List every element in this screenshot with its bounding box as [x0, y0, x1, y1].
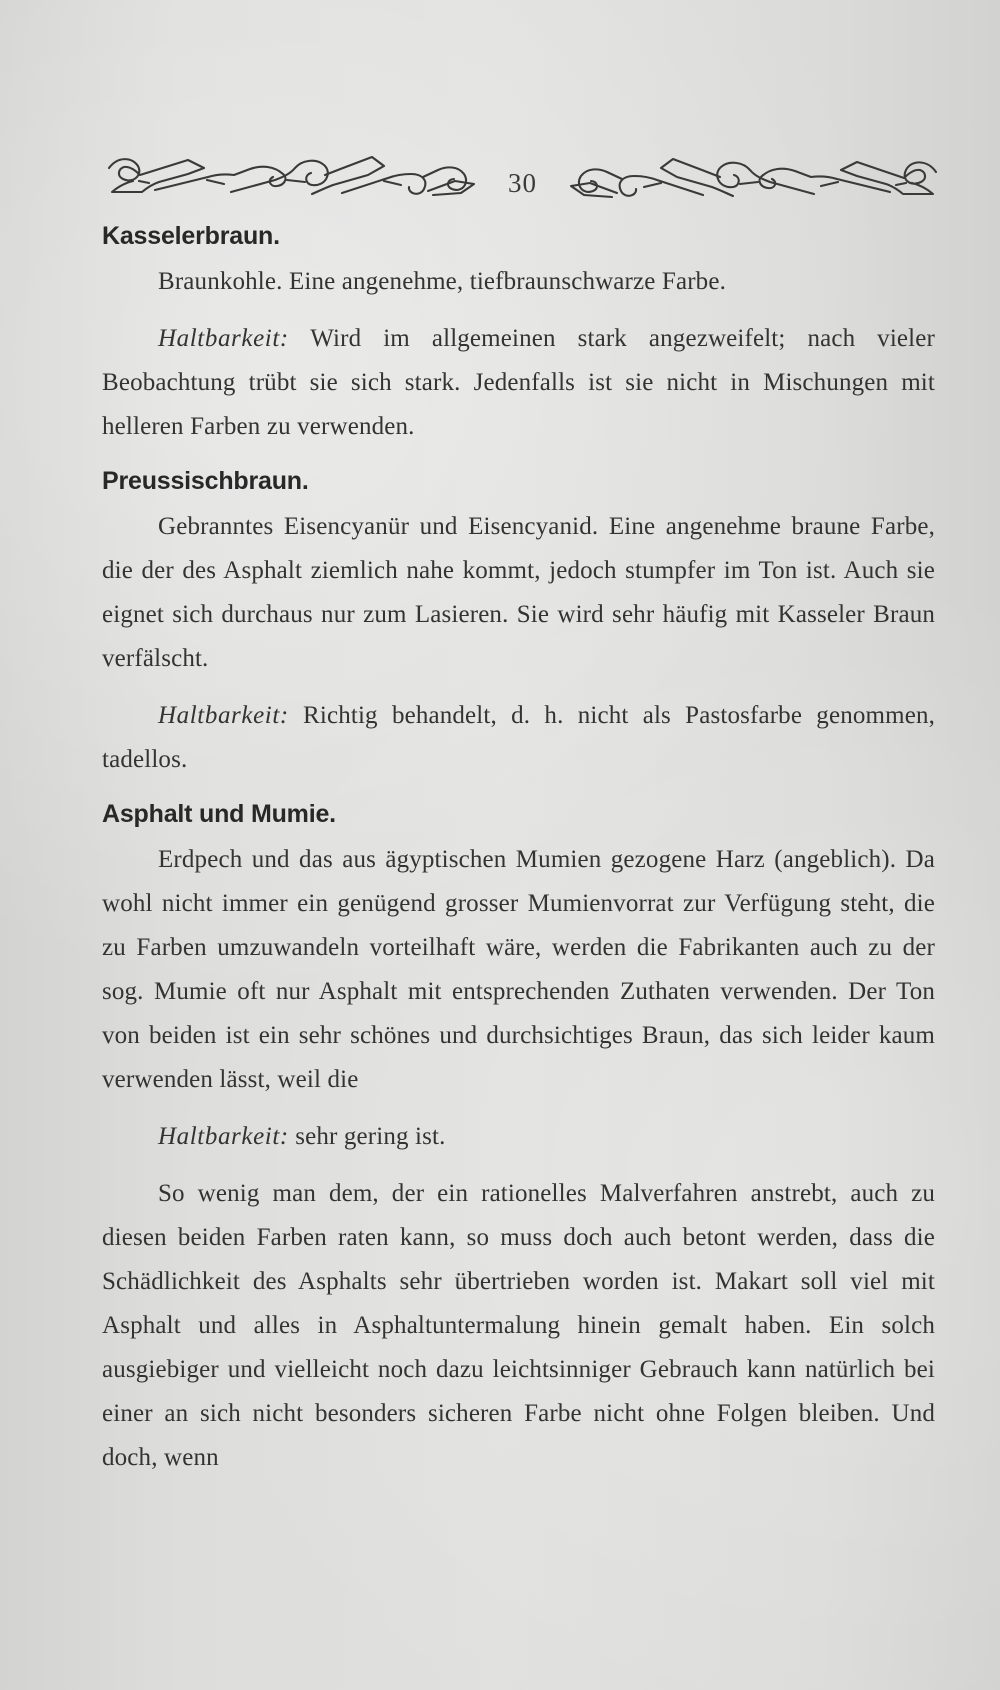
page-header	[105, 150, 940, 222]
durability-label: Haltbarkeit:	[158, 702, 289, 729]
paragraph	[102, 260, 935, 304]
section-heading: Kasselerbraun.	[102, 222, 280, 250]
paragraph-text: Gebranntes Eisencyanür und Eisencyanid. Eine angenehme braune Farbe, die der des Asphalt ziemlich nahe kommt, jedoch stumpfer im Ton ist. Auch sie eignet sich durchaus nur zum Lasieren. Sie wird sehr häufig mit Kasseler Braun verfälscht.	[102, 513, 935, 672]
paragraph	[102, 317, 935, 449]
durability-label: Haltbarkeit:	[158, 1123, 289, 1150]
section-heading: Asphalt und Mumie.	[102, 800, 336, 828]
paragraph	[102, 1172, 935, 1480]
section-preussischbraun	[102, 465, 935, 782]
right-vine-ornament-icon	[565, 150, 940, 208]
document-body	[102, 220, 935, 1493]
section-heading: Preussischbraun.	[102, 467, 309, 495]
paragraph-text: sehr gering ist.	[295, 1123, 446, 1150]
paragraph	[102, 838, 935, 1102]
paragraph	[102, 1115, 935, 1159]
paragraph-text: Braunkohle. Eine angenehme, tiefbraunschwarze Farbe.	[158, 268, 726, 295]
paragraph-text: Richtig behandelt, d. h. nicht als Pastosfarbe genommen, tadellos.	[102, 702, 935, 773]
paragraph	[102, 694, 935, 782]
durability-label: Haltbarkeit:	[158, 325, 289, 352]
paragraph	[102, 505, 935, 681]
paragraph-text: So wenig man dem, der ein rationelles Malverfahren anstrebt, auch zu diesen beiden Farben raten kann, so muss doch auch betont werden, dass die Schädlichkeit des Asphalts sehr übertrieben worden ist. Makart soll viel mit Asphalt und alles in Asphaltuntermalung hinein gemalt haben. Ein solch ausgiebiger und vielleicht noch dazu leichtsinniger Gebrauch kann natürlich bei einer an sich nicht besonders sicheren Farbe nicht ohne Folgen bleiben. Und doch, wenn	[102, 1180, 935, 1471]
page-number: 30	[508, 168, 537, 198]
section-kasselerbraun	[102, 220, 935, 449]
paragraph-text: Erdpech und das aus ägyptischen Mumien gezogene Harz (angeblich). Da wohl nicht immer ein genügend grosser Mumienvorrat zur Verfügung steht, die zu Farben umzuwandeln vorteilhaft wäre, werden die Fabrikanten auch zu der sog. Mumie oft nur Asphalt mit entsprechenden Zuthaten verwenden. Der Ton von beiden ist ein sehr schönes und durchsichtiges Braun, das sich leider kaum verwenden lässt, weil die	[102, 846, 935, 1093]
paragraph-text: Wird im allgemeinen stark angezweifelt; nach vieler Beobachtung trübt sie sich stark. Jedenfalls ist sie nicht in Mischungen mit helleren Farben zu verwenden.	[102, 325, 935, 440]
section-asphalt-und-mumie	[102, 798, 935, 1480]
